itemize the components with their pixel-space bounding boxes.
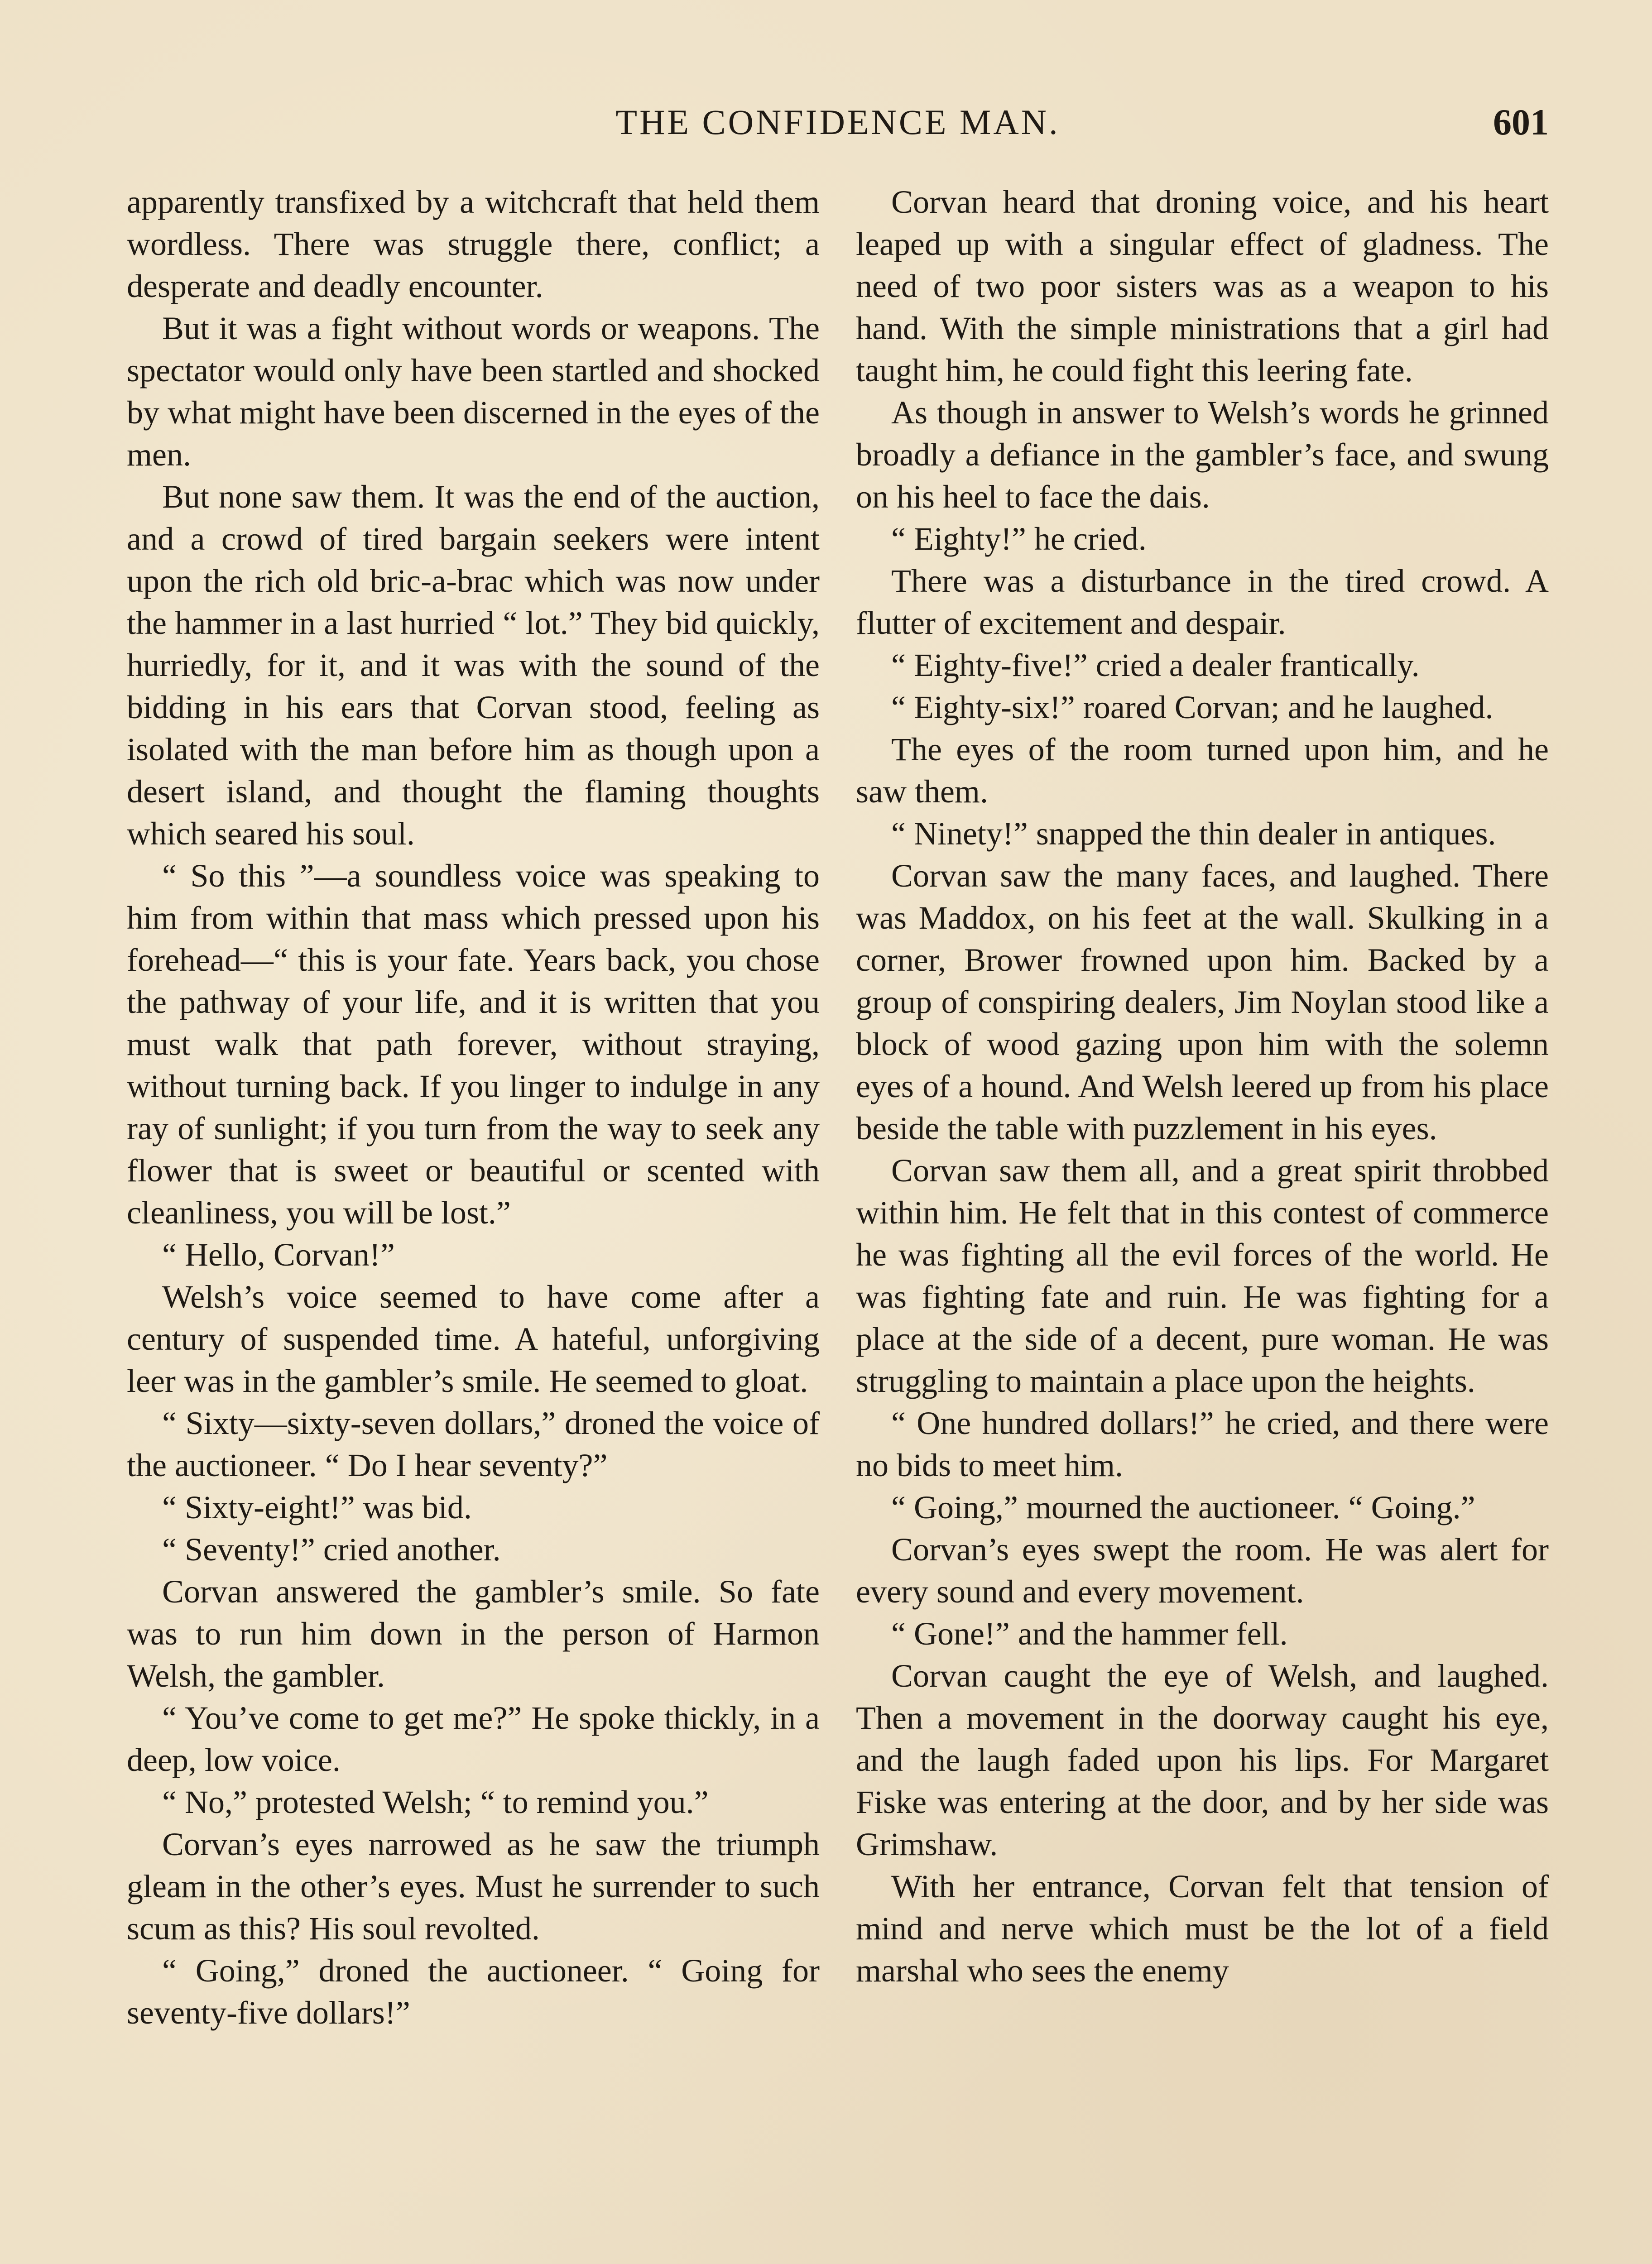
paragraph: “ So this ”—a soundless voice was speaking to him from within that mass which pressed upon his forehead—“ this is your fate. Years back, you chose the pathway of your life, and it is written that you must walk that path forever, without straying, without turning back. If you linger to indulge in any ray of sunlight; if you turn from the way to seek any flower that is sweet or beautiful or scented with cleanliness, you will be lost.” [127, 858, 820, 1231]
paragraph: “ Eighty!” he cried. [891, 521, 1147, 557]
paragraph: “ One hundred dollars!” he cried, and there were no bids to meet him. [856, 1405, 1549, 1483]
paragraph: But none saw them. It was the end of the auction, and a crowd of tired bargain seekers were intent upon the rich old bric-a-brac which was now under the hammer in a last hurried “ lot.” They bid quickly, hurriedly, for it, and it was with the sound of the bidding in his ears that Corvan stood, feeling as isolated with the man before him as though upon a desert island, and thought the flaming thoughts which seared his soul. [127, 479, 820, 852]
paragraph: Welsh’s voice seemed to have come after a century of suspended time. A hateful, unforgiving leer was in the gambler’s smile. He seemed to gloat. [127, 1279, 820, 1399]
right-column [856, 181, 1549, 2264]
paragraph: “ Sixty—sixty-seven dollars,” droned the voice of the auctioneer. “ Do I hear seventy?” [127, 1405, 820, 1483]
paragraph: Corvan’s eyes narrowed as he saw the triumph gleam in the other’s eyes. Must he surrender to such scum as this? His soul revolted. [127, 1826, 820, 1947]
page-number: 601 [1493, 101, 1549, 143]
paragraph: “ Ninety!” snapped the thin dealer in antiques. [891, 815, 1496, 852]
paragraph: As though in answer to Welsh’s words he grinned broadly a defiance in the gambler’s face, and swung on his heel to face the dais. [856, 394, 1549, 515]
paragraph: Corvan’s eyes swept the room. He was alert for every sound and every movement. [856, 1531, 1549, 1610]
paragraph: “ You’ve come to get me?” He spoke thickly, in a deep, low voice. [127, 1700, 820, 1778]
paragraph: “ No,” protested Welsh; “ to remind you.” [162, 1784, 709, 1820]
running-title: THE CONFIDENCE MAN. [615, 102, 1060, 142]
paragraph: “ Gone!” and the hammer fell. [891, 1616, 1288, 1652]
paragraph: “ Hello, Corvan!” [162, 1237, 395, 1273]
paragraph: Corvan answered the gambler’s smile. So fate was to run him down in the person of Harmon Welsh, the gambler. [127, 1573, 820, 1694]
paragraph: The eyes of the room turned upon him, and he saw them. [856, 731, 1549, 810]
paragraph: But it was a fight without words or weapons. The spectator would only have been startled and shocked by what might have been discerned in the eyes of the men. [127, 310, 820, 473]
paragraph: “ Eighty-six!” roared Corvan; and he laughed. [891, 689, 1494, 725]
paragraph: “ Going,” droned the auctioneer. “ Going for seventy-five dollars!” [127, 1952, 820, 2031]
paragraph: “ Sixty-eight!” was bid. [162, 1489, 472, 1525]
paragraph: “ Going,” mourned the auctioneer. “ Going.” [891, 1489, 1475, 1525]
paragraph: apparently transfixed by a witchcraft that held them wordless. There was struggle there, conflict; a desperate and deadly encounter. [127, 184, 820, 304]
paragraph: Corvan saw the many faces, and laughed. There was Maddox, on his feet at the wall. Skulking in a corner, Brower frowned upon him. Backed by a group of conspiring dealers, Jim Noylan stood like a block of wood gazing upon him with the solemn eyes of a hound. And Welsh leered up from his place beside the table with puzzlement in his eyes. [856, 858, 1549, 1146]
paragraph: “ Eighty-five!” cried a dealer frantically. [891, 647, 1420, 683]
paragraph: There was a disturbance in the tired crowd. A flutter of excitement and despair. [856, 563, 1549, 641]
paragraph: Corvan caught the eye of Welsh, and laughed. Then a movement in the doorway caught his eye, and the laugh faded upon his lips. For Margaret Fiske was entering at the door, and by her side was Grimshaw. [856, 1658, 1549, 1862]
running-head [127, 95, 1549, 149]
paragraph: Corvan saw them all, and a great spirit throbbed within him. He felt that in this contest of commerce he was fighting all the evil forces of the world. He was fighting fate and ruin. He was fighting for a place at the side of a decent, pure woman. He was struggling to maintain a place upon the heights. [856, 1152, 1549, 1399]
paragraph: Corvan heard that droning voice, and his heart leaped up with a singular effect of gladness. The need of two poor sisters was as a weapon to his hand. With the simple ministrations that a girl had taught him, he could fight this leering fate. [856, 184, 1549, 389]
paragraph: With her entrance, Corvan felt that tension of mind and nerve which must be the lot of a field marshal who sees the enemy [856, 1868, 1549, 1989]
paragraph: “ Seventy!” cried another. [162, 1531, 501, 1568]
left-column [127, 181, 820, 2264]
